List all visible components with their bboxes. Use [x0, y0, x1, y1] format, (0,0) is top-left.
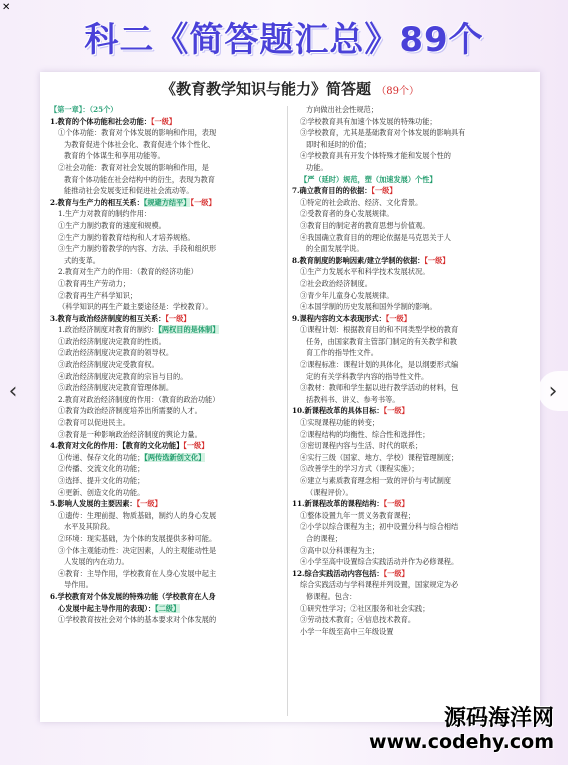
line-text: 任务，由国家教育主管部门制定的有关教学和教: [306, 336, 457, 346]
text-line: [292, 417, 530, 429]
line-text: 2.教育与生产力的相互关系：: [50, 197, 144, 207]
text-line: [292, 336, 530, 348]
text-line: [50, 347, 288, 359]
text-line: [50, 197, 288, 209]
text-line: [292, 359, 530, 371]
text-line: [50, 104, 288, 116]
line-text: ②传播、交流文化的功能；: [58, 464, 145, 474]
text-line: [50, 440, 288, 452]
text-line: [292, 150, 530, 162]
level-tag: 【两传选新创文化】: [144, 452, 206, 462]
line-text: ①遗传：生理前提、物质基础，制约人的身心发展: [58, 510, 217, 520]
text-line: [50, 232, 288, 244]
line-text: ①教育为政治经济制度培养出所需要的人才。: [58, 406, 202, 416]
line-text: ①研究性学习；②社区服务和社会实践；: [300, 603, 430, 613]
text-line: [50, 579, 288, 591]
text-line: [50, 255, 288, 267]
text-line: [292, 174, 530, 186]
line-text: 导作用。: [64, 580, 93, 590]
line-text: 小学一年级至高中三年级设置: [300, 626, 394, 636]
prev-page-button[interactable]: [0, 371, 26, 411]
line-text: ④学校教育具有开发个体特殊才能和发展个性的: [300, 151, 451, 161]
line-text: 6.学校教育对个体发展的特殊功能（学校教育在人身: [50, 591, 216, 601]
line-text: 10.新课程改革的具体目标：: [292, 406, 384, 416]
text-line: [50, 208, 288, 220]
document-title-count: （89个）: [376, 86, 419, 97]
text-line: [292, 510, 530, 522]
level-tag: 【两权目的是体制】: [158, 325, 220, 335]
line-text: ③劳动技术教育；④信息技术教育。: [300, 615, 416, 625]
line-text: ②小学以综合课程为主；初中设置分科与综合相结: [300, 522, 459, 532]
line-text: 水平及其阶段。: [64, 522, 115, 532]
watermark-name: 源码海洋网: [443, 706, 554, 731]
line-text: 式的变革。: [64, 255, 100, 265]
text-line: [50, 463, 288, 475]
line-text: 1.生产力对教育的制约作用：: [58, 209, 152, 219]
right-column: [292, 104, 530, 637]
level-tag: 【一级】: [383, 568, 409, 578]
line-text: 3.教育与政治经济制度的相互关系：: [50, 313, 166, 323]
line-text: （课程评价）。: [306, 487, 353, 497]
level-tag: 【一级】: [165, 313, 191, 323]
text-line: [292, 533, 530, 545]
line-text: 心发展中起主导作用的表现）：: [58, 603, 156, 613]
banner: [0, 0, 568, 72]
line-text: ①传递、保存文化的功能；: [58, 452, 145, 462]
text-line: [50, 116, 288, 128]
text-line: [50, 405, 288, 417]
level-tag: 【规避方结平】: [143, 197, 191, 207]
line-text: 12.综合实践活动内容包括：: [292, 568, 384, 578]
text-line: [50, 174, 288, 186]
line-text: ②政治经济制度决定教育的领导权。: [58, 348, 174, 358]
line-text: ①教育再生产劳动力；: [58, 278, 130, 288]
text-line: [292, 127, 530, 139]
text-line: [292, 197, 530, 209]
text-line: [292, 232, 530, 244]
line-text: ①个体功能：教育对个体发展的影响和作用，表现: [58, 128, 217, 138]
text-line: [292, 521, 530, 533]
line-text: 1.教育的个体功能和社会功能：: [50, 116, 151, 126]
document-title-text: 《教育教学知识与能力》简答题: [161, 80, 372, 98]
line-text: 【第一章】：（25个）: [50, 105, 118, 114]
line-text: ①生产力发展水平和科学技术发展状况。: [300, 267, 430, 277]
text-line: [50, 487, 288, 499]
line-text: ③生产力制约着教学的内容、方法、手段和组织形: [58, 244, 217, 254]
corner-mark-icon: ✕: [2, 2, 11, 13]
text-line: [292, 266, 530, 278]
text-line: [292, 579, 530, 591]
line-text: 人发展的内在动力。: [64, 557, 129, 567]
level-tag: 【一级】: [424, 255, 450, 265]
line-text: ③教育目的制定者的教育思想与价值观。: [300, 220, 430, 230]
text-line: [292, 290, 530, 302]
line-text: ③密切课程内容与生活、时代的联系；: [300, 441, 423, 451]
line-text: ⑤政治经济制度决定教育管理体制。: [58, 383, 174, 393]
line-text: 方向做出社会性规范；: [306, 105, 378, 114]
text-line: [50, 498, 288, 510]
level-tag: 【一级】: [383, 499, 409, 509]
line-text: 能推动社会发展变迁和促进社会流动等。: [64, 186, 194, 196]
text-line: [50, 278, 288, 290]
line-text: 8.教育制度的影响因素/建立学制的依据：: [292, 255, 425, 265]
text-line: [50, 545, 288, 557]
line-text: ②生产力制约着教育结构和人才培养规格。: [58, 232, 195, 242]
line-text: 育工作的指导性文件。: [306, 348, 378, 358]
level-tag: 【一级】: [383, 406, 409, 416]
line-text: ①特定的社会政治、经济、文化背景。: [300, 197, 423, 207]
text-line: [292, 614, 530, 626]
line-text: ⑤改善学生的学习方式（课程实施）；: [300, 464, 419, 474]
text-line: [50, 150, 288, 162]
text-line: [50, 591, 288, 603]
line-text: ⑥建立与素质教育理念相一致的评价与考试制度: [300, 476, 451, 485]
text-line: [292, 347, 530, 359]
text-line: [50, 243, 288, 255]
line-text: ③青少年儿童身心发展规律。: [300, 290, 394, 300]
line-text: 9.课程内容的文本表现形式：: [292, 313, 386, 323]
text-line: [50, 266, 288, 278]
text-line: [50, 475, 288, 487]
line-text: ①整体设置九年一贯义务教育课程；: [300, 510, 416, 520]
line-text: ③政治经济制度决定受教育权。: [58, 360, 159, 370]
text-line: [50, 556, 288, 568]
line-text: ④我国确立教育目的的理论依据是马克思关于人: [300, 232, 451, 242]
text-line: [50, 185, 288, 197]
text-line: [292, 545, 530, 557]
line-text: 11.新课程改革的课程结构：: [292, 499, 384, 509]
line-text: ②教育再生产科学知识；: [58, 290, 138, 300]
text-line: [292, 255, 530, 267]
line-text: ③教材：教师和学生据以进行教学活动的材料，包: [300, 383, 459, 393]
line-text: 2.教育对生产力的作用：（教育的经济功能）: [58, 267, 198, 277]
text-line: [50, 533, 288, 545]
line-text: ②学校教育具有加速个体发展的特殊功能；: [300, 116, 437, 126]
line-text: ③高中以分科课程为主；: [300, 545, 380, 555]
text-line: [50, 290, 288, 302]
text-line: [292, 371, 530, 383]
line-text: ④教育：主导作用，学校教育在人身心发展中起主: [58, 568, 217, 578]
text-line: [292, 568, 530, 580]
text-line: [292, 626, 530, 638]
line-text: 修课程。包含：: [306, 591, 357, 601]
line-text: 合的课程；: [306, 533, 342, 543]
document-title: [40, 78, 540, 99]
line-text: 【严（延时）规范，塑（加速发展）个性】: [300, 174, 437, 184]
line-text: 综合实践活动与学科课程并列设置，国家规定为必: [300, 580, 459, 590]
line-text: 的全面发展学说。: [306, 244, 364, 254]
text-line: [292, 440, 530, 452]
line-text: ②教育可以促进民主。: [58, 418, 130, 428]
left-column: [50, 104, 288, 626]
text-line: [292, 463, 530, 475]
line-text: 为教育促进个体社会化、教育促进个体个性化、: [64, 139, 215, 149]
text-line: [50, 313, 288, 325]
text-line: [292, 220, 530, 232]
line-text: ①生产力制约教育的速度和规模。: [58, 220, 166, 230]
level-tag: 【二级】: [155, 603, 181, 613]
line-text: ②受教育者的身心发展规律。: [300, 209, 394, 219]
text-line: [292, 139, 530, 151]
line-text: ①政治经济制度决定教育的性质。: [58, 336, 166, 346]
line-text: （科学知识的再生产最主要途径是：学校教育）。: [58, 302, 213, 312]
text-line: [50, 510, 288, 522]
text-line: [50, 614, 288, 626]
text-line: [292, 104, 530, 116]
line-text: ①实现课程功能的转变；: [300, 418, 380, 428]
text-line: [292, 591, 530, 603]
line-text: ④更新、创造文化的功能。: [58, 487, 145, 497]
level-tag: 【一级】: [385, 313, 411, 323]
line-text: 7.确立教育目的的依据：: [292, 186, 372, 196]
banner-title: 科二《简答题汇总》89个: [84, 19, 484, 60]
level-tag: 【一级】: [190, 197, 216, 207]
line-text: ③选择、提升文化的功能；: [58, 476, 145, 485]
watermark-url: www.codehy.com: [369, 731, 554, 753]
text-line: [50, 324, 288, 336]
text-line: [50, 301, 288, 313]
level-tag: 【一级】: [136, 499, 162, 509]
text-line: [292, 278, 530, 290]
text-line: [292, 498, 530, 510]
text-line: [292, 475, 530, 487]
text-line: [292, 487, 530, 499]
line-text: 功能。: [306, 162, 328, 172]
text-line: [50, 359, 288, 371]
level-tag: 【一级】: [183, 441, 209, 451]
text-line: [50, 521, 288, 533]
line-text: 定的有关学科教学内容的指导性文件。: [306, 371, 429, 381]
line-text: ①学校教育按社会对个体的基本要求对个体发展的: [58, 615, 217, 625]
text-line: [50, 429, 288, 441]
line-text: ③学校教育，尤其是基础教育对个体发展的影响具有: [300, 128, 466, 138]
line-text: 教育个体功能在社会结构中的衍生，表现为教育: [64, 174, 215, 184]
text-line: [292, 301, 530, 313]
text-line: [50, 603, 288, 615]
chevron-right-icon: ›: [548, 378, 558, 404]
line-text: 5.影响人发展的主要因素：: [50, 499, 137, 509]
text-line: [50, 127, 288, 139]
line-text: ①课程计划：根据教育目的和不同类型学校的教育: [300, 325, 459, 335]
text-line: [292, 382, 530, 394]
line-text: ④本国学制的历史发展和国外学制的影响。: [300, 302, 437, 312]
line-text: ②课程结构的均衡性、综合性和选择性；: [300, 429, 430, 439]
text-line: [292, 185, 530, 197]
text-line: [50, 452, 288, 464]
line-text: ②社会功能：教育对社会发展的影响和作用，是: [58, 162, 209, 172]
line-text: ③教育是一种影响政治经济制度的舆论力量。: [58, 429, 202, 439]
text-line: [292, 208, 530, 220]
text-line: [292, 405, 530, 417]
line-text: 教育的个体谋生和享用功能等。: [64, 151, 165, 161]
line-text: ②课程标准：课程计划的具体化，是以纲要形式编: [300, 360, 459, 370]
text-line: [292, 452, 530, 464]
text-line: [292, 324, 530, 336]
line-text: ④实行三级（国家、地方、学校）课程管理制度；: [300, 452, 459, 462]
text-line: [50, 139, 288, 151]
text-line: [50, 417, 288, 429]
text-line: [50, 336, 288, 348]
text-line: [292, 394, 530, 406]
text-line: [292, 556, 530, 568]
text-line: [50, 162, 288, 174]
text-line: [292, 116, 530, 128]
watermark: [369, 707, 554, 753]
line-text: ②环境：现实基础，为个体的发展提供多种可能。: [58, 533, 217, 543]
line-text: 即时和延时的价值；: [306, 139, 371, 149]
line-text: ③个体主观能动性：决定因素，人的主观能动性是: [58, 545, 217, 555]
line-text: 1.政治经济制度对教育的制约：: [58, 325, 159, 335]
text-line: [292, 313, 530, 325]
text-line: [292, 429, 530, 441]
text-line: [50, 568, 288, 580]
text-line: [292, 603, 530, 615]
level-tag: 【一级】: [150, 116, 177, 126]
line-text: 4.教育对文化的作用：【教育的文化功能】: [50, 441, 184, 451]
text-line: [292, 162, 530, 174]
line-text: 括教科书、讲义、参考书等。: [306, 394, 400, 404]
level-tag: 【一级】: [371, 186, 397, 196]
text-line: [50, 220, 288, 232]
line-text: ②社会政治经济制度。: [300, 278, 372, 288]
line-text: ④政治经济制度决定教育的宗旨与目的。: [58, 371, 188, 381]
line-text: 2.教育对政治经济制度的作用：（教育的政治功能）: [58, 394, 220, 404]
text-line: [292, 243, 530, 255]
chevron-left-icon: ‹: [8, 378, 18, 404]
text-line: [50, 394, 288, 406]
next-page-button[interactable]: [538, 371, 568, 411]
line-text: ④小学至高中设置综合实践活动并作为必修课程。: [300, 557, 459, 567]
text-line: [50, 371, 288, 383]
text-line: [50, 382, 288, 394]
document-page: [40, 72, 540, 722]
